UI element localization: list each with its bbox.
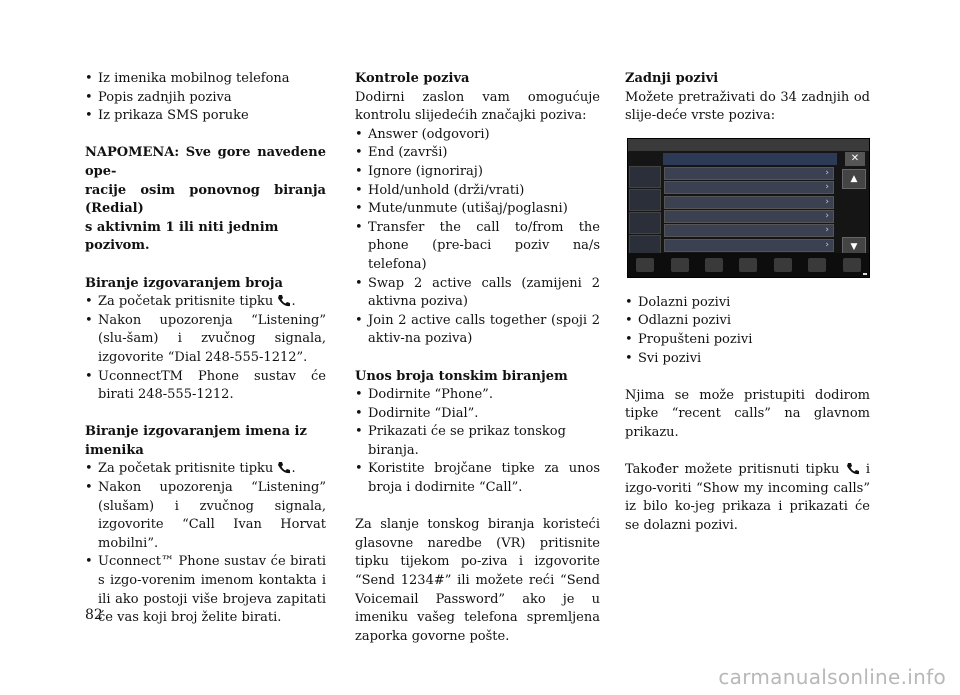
paragraph: Možete pretraživati do 34 zadnjih od slije-deće vrste poziva: (625, 89, 870, 124)
arrow-up-icon: ▲ (842, 169, 866, 189)
list-item: • Svi pozivi (625, 350, 870, 369)
screen-bottom-bar (628, 253, 869, 277)
note-line: NAPOMENA: Sve gore navedene ope- (85, 145, 326, 179)
screen-call-list (664, 167, 834, 253)
heading-call-controls: Kontrole poziva (355, 71, 470, 86)
list-item: • Odlazni pozivi (625, 312, 870, 331)
paragraph: Dodirni zaslon vam omogućuje kontrolu slijedećih značajki poziva: (355, 89, 600, 124)
list-item: • Uconnect™ Phone sustav će birati s izgo-vorenim imenom kontakta i ili ako postoji više brojeva zapitati će vas koji broj želite birati. (85, 553, 326, 627)
column-middle (355, 70, 600, 646)
list-item: • Koristite brojčane tipke za unos broja i dodirnite “Call”. (355, 460, 600, 497)
paragraph: Također možete pritisnuti tipku i izgo-voriti “Show my incoming calls” iz bilo ko-jeg prikaza i prikazati će se dolazni pozivi. (625, 462, 871, 533)
note-line: racije osim ponovnog biranja (Redial) (85, 182, 326, 217)
paragraph: Za slanje tonskog biranja koristeći glasovne naredbe (VR) pritisnite tipku tijekom po-ziva i izgovorite “Send 1234#” ili možete reći “Send Voicemail Password” ako je u imeniku vašeg telefona spremljena zaporka govorne pošte. (355, 517, 600, 644)
list-item: • UconnectTM Phone sustav će birati 248-555-1212. (85, 368, 326, 405)
list-item: • Join 2 active calls together (spoji 2 aktiv-na poziva) (355, 312, 600, 349)
recent-calls-screen-image (627, 138, 870, 278)
phone-icon (277, 294, 291, 307)
list-item: • Prikazati će se prikaz tonskog biranja. (355, 423, 600, 460)
list-item: • Propušteni pozivi (625, 331, 870, 350)
list-item: • Za početak pritisnite tipku . (85, 293, 326, 312)
watermark: carmanualsonline.info (718, 665, 946, 689)
phone-icon (277, 461, 291, 474)
list-item: • Dolazni pozivi (625, 294, 870, 313)
page-number: 82 (85, 607, 103, 623)
list-item: • Ignore (ignoriraj) (355, 163, 600, 182)
list-item: • Dodirnite “Dial”. (355, 405, 600, 424)
list-item: • Za početak pritisnite tipku . (85, 460, 326, 479)
paragraph: Njima se može pristupiti dodirom tipke “recent calls” na glavnom prikazu. (625, 387, 870, 440)
list-item: • Mute/unmute (utišaj/poglasni) (355, 200, 600, 219)
list-item: • Swap 2 active calls (zamijeni 2 aktivna poziva) (355, 275, 600, 312)
list-item: • Popis zadnjih poziva (85, 89, 326, 108)
list-item: • Transfer the call to/from the phone (pre-baci poziv na/s telefona) (355, 219, 600, 275)
heading-name-dial: Biranje izgovaranjem imena iz imenika (85, 424, 307, 458)
heading-recent-calls: Zadnji pozivi (625, 71, 719, 86)
phone-icon (846, 462, 860, 475)
heading-touch-tone: Unos broja tonskim biranjem (355, 368, 568, 384)
screen-left-buttons (629, 166, 661, 252)
list-item: • Nakon upozorenja “Listening” (slušam) i zvučnog signala, izgovorite “Call Ivan Horvat mobilni”. (85, 479, 326, 553)
list-item: • Iz prikaza SMS poruke (85, 107, 326, 126)
list-item: • Nakon upozorenja “Listening” (slu-šam) i zvučnog signala, izgovorite “Dial 248-555-1212”. (85, 312, 326, 368)
column-left (85, 70, 326, 628)
column-right (625, 70, 870, 536)
close-icon: ✕ (845, 152, 865, 166)
list-item: • End (završi) (355, 144, 600, 163)
arrow-down-icon: ▼ (842, 237, 866, 257)
figure-code (863, 273, 867, 275)
note-line: s aktivnim 1 ili niti jednim pozivom. (85, 219, 279, 254)
heading-voice-dial: Biranje izgovaranjem broja (85, 275, 283, 291)
screen-scroll-buttons (842, 169, 866, 255)
list-item: • Answer (odgovori) (355, 126, 600, 145)
list-item: • Hold/unhold (drži/vrati) (355, 182, 600, 201)
screen-title-bar (663, 153, 837, 165)
list-item: • Iz imenika mobilnog telefona (85, 70, 326, 89)
screen-status-bar (628, 139, 869, 151)
list-item: • Dodirnite “Phone”. (355, 386, 600, 405)
